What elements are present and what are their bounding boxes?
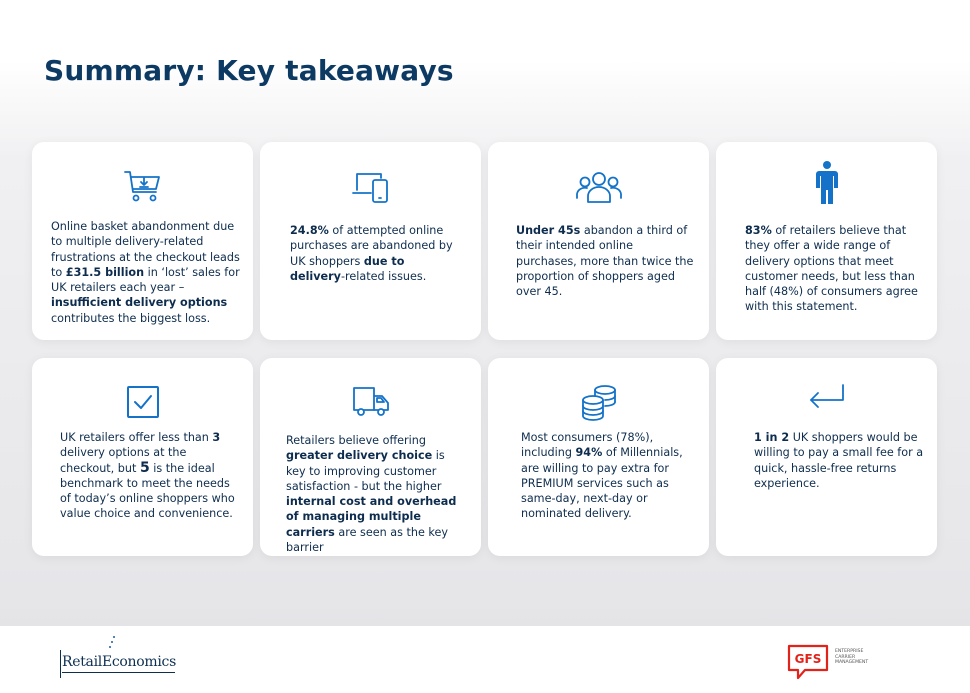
page-title: Summary: Key takeaways (44, 54, 454, 87)
retail-economics-wordmark: RetailEconomics (62, 654, 176, 670)
body-text: is key to improving customer satisfaction - but the higher (286, 449, 445, 493)
body-text: Online basket abandonment due to multiple delivery-related frustrations at the checkout leads to (51, 220, 240, 279)
body-text: Most consumers (78%), including (521, 431, 654, 460)
logo-dots-icon (106, 635, 118, 653)
logo-vertical-rule (60, 650, 61, 678)
people-group-icon (575, 168, 623, 208)
body-text: of Millennials, are willing to pay extra for PREMIUM services such as same-day, next-day or nominated delivery. (521, 446, 683, 521)
body-text: in ‘lost’ sales for UK retailers each year – (51, 265, 240, 295)
takeaway-card-premium-services (488, 358, 709, 556)
highlight-text: £31.5 billion (65, 265, 145, 279)
takeaway-text (754, 430, 924, 491)
highlight-text: internal cost and overhead of managing multiple carriers (286, 495, 457, 539)
highlight-text: insufficient delivery options (51, 296, 228, 310)
takeaway-card-retailers-belief (716, 142, 937, 340)
body-text: UK retailers offer less than (60, 431, 213, 444)
highlight-text: 83% (745, 224, 772, 237)
body-text: are seen as the key barrier (286, 525, 449, 555)
person-standing-icon (812, 160, 842, 206)
body-text: -related issues. (340, 269, 427, 283)
body-text: abandon a third of their intended online purchases, more than twice the proportion of shoppers aged over 45. (516, 224, 694, 299)
devices-icon (351, 166, 391, 206)
gfs-speech-bubble-icon (786, 643, 830, 681)
logo-underline (62, 672, 175, 673)
highlight-text: 24.8% (290, 224, 329, 237)
highlight-text: greater delivery choice (286, 449, 433, 463)
body-text: contributes the biggest loss. (51, 311, 211, 325)
takeaway-card-delivery-choice (260, 358, 481, 556)
body-text: delivery options at the checkout, but (60, 446, 187, 475)
body-text: of attempted online purchases are abandoned by UK shoppers (290, 224, 453, 268)
takeaway-text (60, 430, 240, 522)
delivery-truck-icon (351, 382, 391, 422)
gfs-wordmark: GFS (794, 652, 822, 666)
takeaway-card-returns-fee (716, 358, 937, 556)
body-text: of retailers believe that they offer a wide range of delivery options that meet customer needs, but less than half (48%) of consumers agree with this statement. (745, 224, 918, 314)
highlight-text: 1 in 2 (754, 431, 790, 444)
highlight-text: due to delivery (290, 254, 405, 283)
body-text: Retailers believe offering (286, 434, 426, 447)
coins-stack-icon (579, 382, 619, 422)
shopping-cart-icon (123, 166, 163, 206)
takeaway-text (290, 223, 460, 284)
gfs-tagline: ENTERPRISE CARRIER MANAGEMENT (835, 649, 869, 666)
highlight-text: 5 (139, 459, 150, 476)
takeaway-text (521, 430, 696, 522)
highlight-text: Under 45s (516, 224, 581, 237)
body-text: UK shoppers would be willing to pay a small fee for a quick, hassle-free returns experience. (754, 431, 924, 490)
takeaway-text (286, 433, 466, 555)
takeaway-card-basket-abandonment (32, 142, 253, 340)
body-text: is the ideal benchmark to meet the needs of today’s online shoppers who value choice and convenience. (60, 461, 235, 521)
checkbox-icon (123, 384, 163, 424)
takeaway-card-abandoned-purchases (260, 142, 481, 340)
takeaway-card-delivery-options (32, 358, 253, 556)
takeaway-text (51, 219, 241, 326)
takeaway-text (516, 223, 696, 299)
highlight-text: 3 (212, 431, 221, 444)
return-arrow-icon (807, 380, 847, 420)
takeaway-text (745, 223, 925, 315)
highlight-text: 94% (575, 446, 603, 460)
takeaway-card-under-45s (488, 142, 709, 340)
